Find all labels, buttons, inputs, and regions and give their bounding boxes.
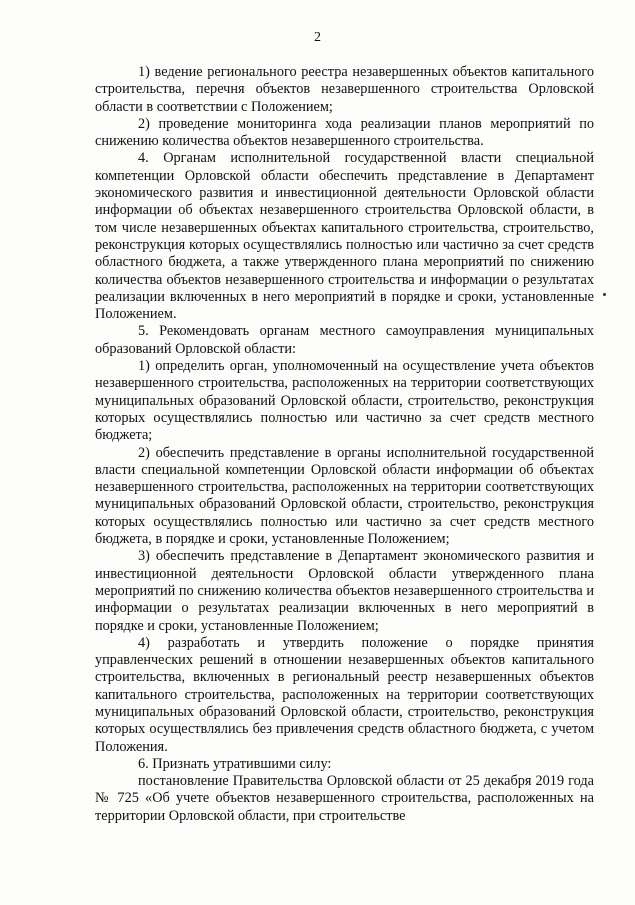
paragraph-section-5: 5. Рекомендовать органам местного самоуправления муниципальных образований Орловской области: (95, 323, 594, 357)
paragraph-item-2-monitoring: 2) проведение мониторинга хода реализации планов мероприятий по снижению количества объектов незавершенного строительства. (95, 115, 594, 150)
margin-dot-mark (603, 293, 606, 296)
paragraph-section-5-item-3: 3) обеспечить представление в Департамент экономического развития и инвестиционной деятельности Орловской области утвержденного плана мероприятий по снижению количества объектов незавершенного строительства и информации о результатах реализации включенных в него мероприятий в порядке и сроки, установленные Положением; (95, 548, 594, 634)
paragraph-section-5-item-1: 1) определить орган, уполномоченный на осуществление учета объектов незавершенного строительства, расположенных на территории соответствующих муниципальных образований Орловской области, строительство, реконструкция которых осуществлялись полностью или частично за счет средств местного бюджета; (95, 358, 594, 444)
paragraph-item-1-registry: 1) ведение регионального реестра незавершенных объектов капитального строительства, перечня объектов незавершенного строительства Орловской области в соответствии с Положением; (95, 64, 594, 115)
paragraph-section-5-item-4: 4) разработать и утвердить положение о порядке принятия управленческих решений в отношении незавершенных объектов капитального строительства, включенных в региональный реестр незавершенных объектов капитального строительства, расположенных на территории соответствующих муниципальных образований Орловской области, строительство, реконструкция которых осуществлялись без привлечения средств областного бюджета, с учетом Положения. (95, 634, 594, 755)
paragraph-section-5-item-2: 2) обеспечить представление в органы исполнительной государственной власти специальной компетенции Орловской области информации об объектах незавершенного строительства, расположенных на территории соответствующих муниципальных образований Орловской области, строительство, реконструкция которых осуществлялись полностью или частично за счет средств местного бюджета, в порядке и сроки, установленные Положением; (95, 444, 594, 548)
page-number: 2 (314, 30, 321, 45)
paragraph-section-4: 4. Органам исполнительной государственной власти специальной компетенции Орловской области обеспечить представление в Департамент экономического развития и инвестиционной деятельности Орловской области информации об объектах незавершенного строительства Орловской области, в том числе незавершенных объектах капитального строительства, строительство, реконструкция которых осуществлялись полностью или частично за счет средств областного бюджета, а также утвержденного плана мероприятий по снижению количества объектов незавершенного строительства и информации о результатах реализации включенных в него мероприятий в порядке и сроки, установленные Положением. (95, 150, 594, 323)
document-body (95, 64, 594, 825)
paragraph-section-6-resolution: постановление Правительства Орловской области от 25 декабря 2019 года № 725 «Об учете объектов незавершенного строительства, расположенных на территории Орловской области, при строительстве (95, 773, 594, 824)
paragraph-section-6: 6. Признать утратившими силу: (138, 755, 332, 772)
